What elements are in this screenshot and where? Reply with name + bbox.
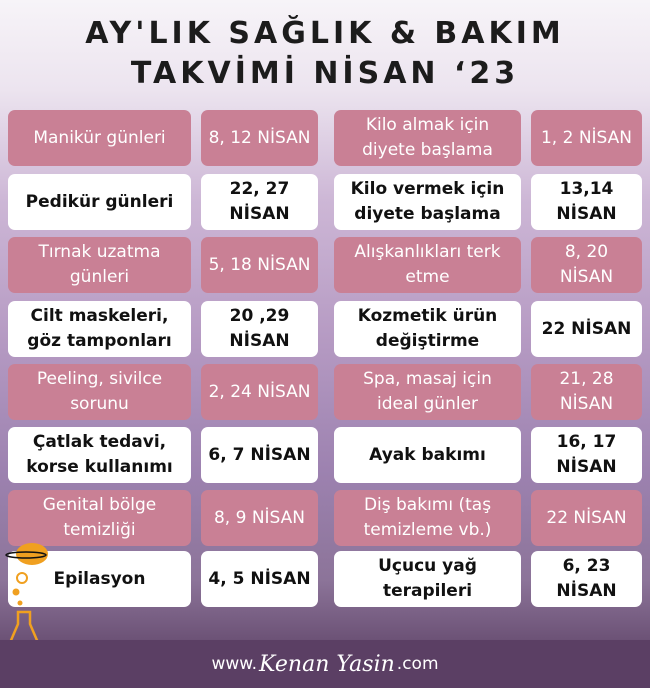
activity-label: Peeling, sivilce sorunu	[8, 364, 191, 420]
activity-date: 4, 5 NİSAN	[201, 551, 318, 607]
activity-label: Kilo almak için diyete başlama	[334, 110, 521, 166]
table-row	[8, 110, 642, 166]
footer-suffix: .com	[396, 654, 439, 674]
table-row	[8, 174, 642, 230]
activity-label: Alışkanlıkları terk etme	[334, 237, 521, 293]
footer-signature: Kenan Yasin	[259, 651, 395, 677]
table-row	[8, 364, 642, 420]
footer-prefix: www.	[211, 654, 258, 674]
table-row	[8, 427, 642, 483]
activity-date: 8, 12 NİSAN	[201, 110, 318, 166]
activity-label: Kilo vermek için diyete başlama	[334, 174, 521, 230]
activity-label: Diş bakımı (taş temizleme vb.)	[334, 490, 521, 546]
activity-date: 22, 27 NİSAN	[201, 174, 318, 230]
activity-date: 22 NİSAN	[531, 301, 642, 357]
activity-label: Ayak bakımı	[334, 427, 521, 483]
activity-date: 16, 17 NİSAN	[531, 427, 642, 483]
activity-date: 6, 23 NİSAN	[531, 551, 642, 607]
activity-label: Çatlak tedavi, korse kullanımı	[8, 427, 191, 483]
activity-date: 8, 9 NİSAN	[201, 490, 318, 546]
activity-label: Uçucu yağ terapileri	[334, 551, 521, 607]
activity-date: 5, 18 NİSAN	[201, 237, 318, 293]
table-row	[8, 490, 642, 546]
activity-date: 20 ,29 NİSAN	[201, 301, 318, 357]
table-row	[8, 237, 642, 293]
activity-date: 22 NİSAN	[531, 490, 642, 546]
table-row	[8, 301, 642, 357]
activity-label: Tırnak uzatma günleri	[8, 237, 191, 293]
activity-label: Spa, masaj için ideal günler	[334, 364, 521, 420]
activity-label: Kozmetik ürün değiştirme	[334, 301, 521, 357]
activity-label: Cilt maskeleri, göz tamponları	[8, 301, 191, 357]
activity-label: Epilasyon	[8, 551, 191, 607]
activity-label: Manikür günleri	[8, 110, 191, 166]
activity-date: 13,14 NİSAN	[531, 174, 642, 230]
activity-date: 6, 7 NİSAN	[201, 427, 318, 483]
activity-date: 2, 24 NİSAN	[201, 364, 318, 420]
title-line-1: AY'LIK SAĞLIK & BAKIM	[85, 16, 565, 51]
title-line-2: TAKVİMİ NİSAN ‘23	[130, 56, 520, 91]
activity-label: Pedikür günleri	[8, 174, 191, 230]
activity-date: 8, 20 NİSAN	[531, 237, 642, 293]
footer-bar	[0, 640, 650, 688]
activity-date: 21, 28 NİSAN	[531, 364, 642, 420]
activity-date: 1, 2 NİSAN	[531, 110, 642, 166]
activity-label: Genital bölge temizliği	[8, 490, 191, 546]
table-row	[8, 551, 642, 607]
page-title	[0, 14, 650, 94]
